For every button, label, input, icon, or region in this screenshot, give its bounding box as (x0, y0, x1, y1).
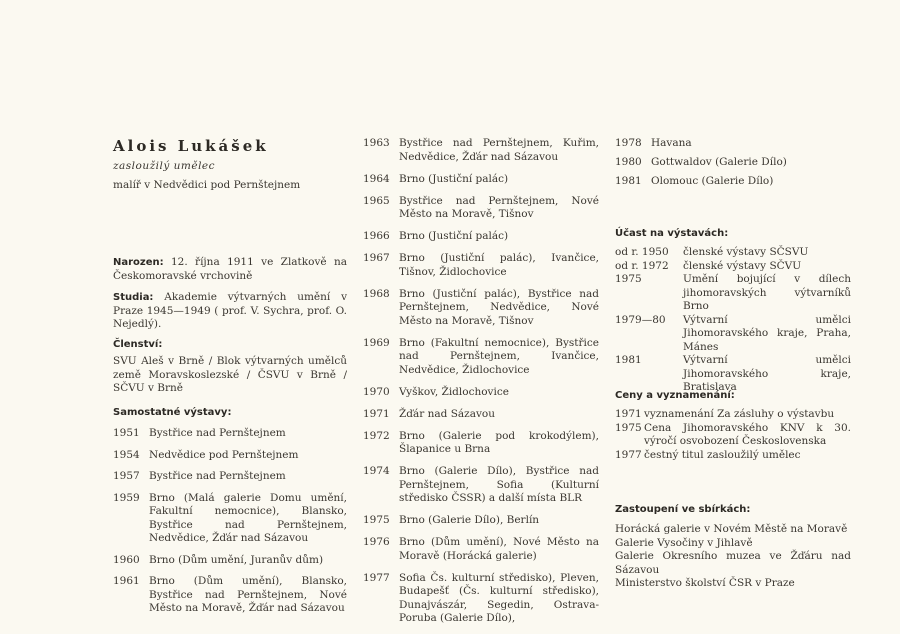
collections-list (615, 523, 851, 591)
exhibition-entry (363, 252, 599, 279)
exhibition-text: Brno (Justiční palác), Bystřice nad Pernštejnem, Nedvědice, Nové Město na Moravě, Tišnov (399, 287, 599, 327)
exhibition-entry (113, 575, 347, 616)
group-exhibition-text: Výtvarní umělci Jihomoravského kraje, Bratislava (683, 354, 851, 393)
exhibition-entry (113, 470, 347, 484)
exhibition-entry (363, 137, 599, 164)
exhibition-text: Bystřice nad Pernštejnem (149, 427, 286, 439)
exhibition-text: Brno (Dům umění, Juranův dům) (149, 553, 324, 566)
exhibition-year: 1960 (113, 553, 140, 566)
born-label: Narozen: (113, 257, 164, 268)
artist-name: Alois Lukášek (113, 137, 269, 155)
award-year: 1971 (615, 408, 642, 420)
solo-exhibitions-list-middle (363, 137, 599, 634)
group-exhibition-year: od r. 1972 (615, 259, 669, 272)
group-exhibition-year: 1981 (615, 354, 642, 366)
exhibition-entry (363, 195, 599, 222)
exhibition-text: Nedvědice pod Pernštejnem (149, 448, 299, 461)
exhibition-entry (363, 288, 599, 329)
exhibition-year: 1954 (113, 448, 140, 461)
award-entry (615, 449, 851, 463)
exhibition-entry (363, 572, 599, 626)
exhibition-text: Brno (Galerie Dílo), Berlín (399, 514, 540, 526)
exhibition-year: 1951 (113, 427, 140, 439)
exhibition-year: 1975 (363, 514, 390, 526)
exhibition-year: 1981 (615, 175, 642, 187)
studies-section (113, 291, 347, 332)
exhibition-text: Brno (Galerie Dílo), Bystřice nad Pernštejnem, Sofia (Kulturní středisko ČSSR) a další místa BLR (399, 465, 599, 504)
exhibition-year: 1965 (363, 194, 390, 207)
exhibition-text: Brno (Dům umění), Blansko, Bystřice nad Pernštejnem, Nové Město na Moravě, Žďár nad Sázavou (149, 575, 347, 614)
group-exhibition-year: od r. 1950 (615, 246, 669, 258)
exhibition-year: 1971 (363, 407, 390, 420)
exhibition-text: Bystřice nad Pernštejnem, Kuřim, Nedvědice, Žďár nad Sázavou (399, 137, 599, 163)
exhibition-year: 1977 (363, 571, 390, 584)
membership-label: Členství: (113, 339, 163, 350)
exhibition-entry (363, 465, 599, 506)
exhibition-text: Sofia Čs. kulturní středisko), Pleven, Budapešť (Čs. kulturní středisko), Dunajvászár, Segedin, Ostrava-Poruba (Galerie Dílo), (399, 571, 599, 624)
awards-label: Ceny a vyznamenání: (615, 390, 735, 401)
collections-label: Zastoupení ve sbírkách: (615, 504, 751, 515)
studies-label: Studia: (113, 292, 154, 303)
exhibition-entry (363, 230, 599, 244)
exhibition-text: Brno (Justiční palác), Ivančice, Tišnov, Židlochovice (399, 252, 599, 278)
exhibition-entry (363, 386, 599, 400)
born-text: 12. října 1911 ve Zlatkově na Českomoravské vrchovině (113, 256, 347, 282)
exhibition-text: Žďár nad Sázavou (399, 407, 495, 420)
exhibition-entry (363, 514, 599, 528)
group-exhibition-entry (615, 314, 851, 355)
award-year: 1977 (615, 448, 642, 461)
award-text: Cena Jihomoravského KNV k 30. výročí osvobození Československa (644, 421, 851, 447)
group-exhibition-text: Výtvarní umělci Jihomoravského kraje, Praha, Mánes (683, 313, 851, 353)
exhibition-entry (363, 408, 599, 422)
exhibition-text: Brno (Galerie pod krokodýlem), Šlapanice u Brna (399, 429, 599, 455)
group-exhibitions-list (615, 246, 851, 395)
exhibition-entry (363, 337, 599, 378)
award-year: 1975 (615, 421, 642, 434)
group-exhibition-entry (615, 260, 851, 274)
solo-exhibitions-list-left (113, 427, 347, 624)
award-entry (615, 422, 851, 449)
exhibition-text: Brno (Malá galerie Domu umění, Fakultní nemocnice), Blansko, Bystřice nad Pernštejnem, Nedvědice, Žďár nad Sázavou (149, 491, 347, 544)
exhibition-text: Brno (Justiční palác) (399, 230, 509, 242)
group-exhibition-text: členské výstavy SČSVU (683, 246, 809, 258)
award-entry (615, 408, 851, 422)
group-exhibition-entry (615, 273, 851, 314)
exhibition-entry (113, 427, 347, 441)
studies-text: Akademie výtvarných umění v Praze 1945—1949 ( prof. V. Sychra, prof. O. Nejedlý). (113, 291, 347, 330)
group-exhibition-year: 1975 (615, 273, 642, 285)
exhibition-year: 1970 (363, 385, 390, 398)
exhibition-year: 1972 (363, 429, 390, 442)
exhibition-year: 1980 (615, 156, 642, 168)
solo-exhibitions-list-right (615, 137, 851, 194)
exhibition-entry (113, 492, 347, 546)
exhibition-year: 1969 (363, 336, 390, 349)
group-exhibition-entry (615, 246, 851, 260)
exhibition-text: Brno (Fakultní nemocnice), Bystřice nad Pernštejnem, Ivančice, Nedvědice, Židlochovice (399, 336, 599, 376)
collection-item: Galerie Okresního muzea ve Žďáru nad Sázavou (615, 550, 851, 576)
award-text: čestný titul zasloužilý umělec (644, 448, 801, 461)
exhibition-entry (113, 449, 347, 463)
exhibition-year: 1966 (363, 230, 390, 242)
exhibition-text: Bystřice nad Pernštejnem, Nové Město na Moravě, Tišnov (399, 194, 599, 220)
exhibition-entry (363, 173, 599, 187)
exhibition-year: 1976 (363, 536, 390, 548)
exhibition-entry (363, 536, 599, 563)
group-exhibition-text: Umění bojující v dílech jihomoravských výtvarníků Brno (683, 273, 851, 312)
group-exhibition-year: 1979—80 (615, 313, 666, 326)
exhibition-year: 1978 (615, 137, 642, 149)
collection-item: Ministerstvo školství ČSR v Praze (615, 577, 795, 589)
membership-text: SVU Aleš v Brně / Blok výtvarných umělců země Moravskoslezské / ČSVU v Brně / SČVU v Brně (113, 355, 347, 394)
exhibition-entry (363, 430, 599, 457)
group-exhibitions-label: Účast na výstavách: (615, 228, 729, 239)
exhibition-year: 1959 (113, 491, 140, 504)
solo-exhibitions-label: Samostatné výstavy: (113, 407, 232, 418)
exhibition-year: 1964 (363, 172, 390, 185)
collection-item: Horácká galerie v Novém Městě na Moravě (615, 523, 848, 535)
artist-honor: zasloužilý umělec (113, 160, 216, 172)
exhibition-text: Brno (Justiční palác) (399, 172, 509, 185)
awards-list (615, 408, 851, 462)
award-text: vyznamenání Za zásluhy o výstavbu (644, 408, 835, 420)
artist-occupation: malíř v Nedvědici pod Pernštejnem (113, 179, 301, 191)
exhibition-year: 1974 (363, 465, 390, 477)
group-exhibition-text: členské výstavy SČVU (683, 259, 802, 272)
exhibition-text: Olomouc (Galerie Dílo) (651, 175, 774, 187)
born-section (113, 256, 347, 283)
exhibition-entry (615, 175, 851, 189)
exhibition-year: 1957 (113, 470, 140, 482)
exhibition-entry (615, 137, 851, 151)
exhibition-text: Vyškov, Židlochovice (399, 385, 509, 398)
exhibition-year: 1967 (363, 252, 390, 264)
exhibition-text: Gottwaldov (Galerie Dílo) (651, 156, 787, 168)
exhibition-text: Havana (651, 137, 692, 149)
exhibition-entry (113, 554, 347, 568)
exhibition-entry (615, 156, 851, 170)
group-exhibition-entry (615, 354, 851, 395)
exhibition-year: 1968 (363, 287, 390, 300)
exhibition-year: 1963 (363, 137, 390, 149)
exhibition-text: Brno (Dům umění), Nové Město na Moravě (Horácká galerie) (399, 536, 599, 562)
collection-item: Galerie Vysočiny v Jihlavě (615, 536, 753, 549)
exhibition-text: Bystřice nad Pernštejnem (149, 470, 286, 482)
exhibition-year: 1961 (113, 575, 140, 587)
